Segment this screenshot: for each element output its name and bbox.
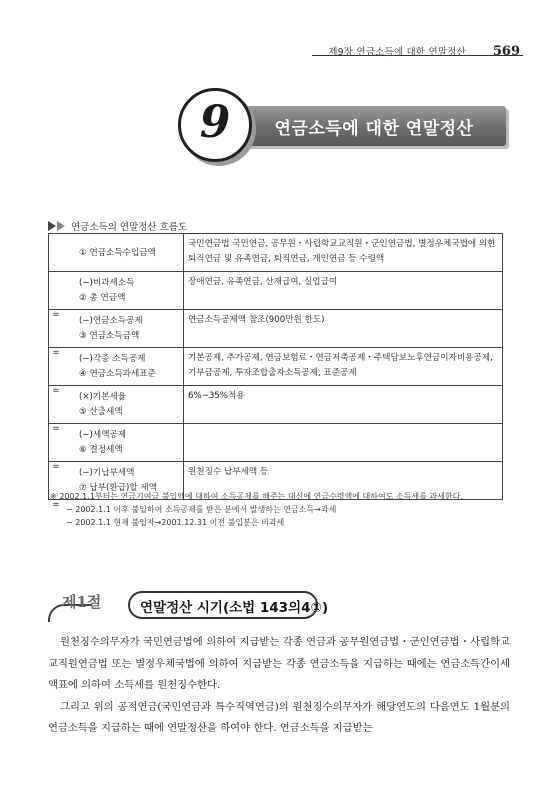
- triangle-bullet-icon: [57, 221, 65, 231]
- flow-step-operator: (−)각종 소득공제: [79, 354, 146, 364]
- step-label: 총 연금액: [89, 293, 126, 303]
- flow-step-operator: (−)세액공제: [79, 430, 127, 440]
- equals-sign: =: [52, 386, 60, 396]
- equals-sign: =: [52, 348, 60, 358]
- chapter-title: 연금소득에 대한 연말정산: [274, 119, 474, 139]
- body-paragraph: 원천징수의무자가 국민연금법에 의하여 지급받는 각종 연금과 공무원연금법・군인연금법・사립학교교직원연금법 또는 별정우체국법에 의하여 지급받는 각종 연금소득을 지급하는 때에는 연금소득간이세액표에 의하여 소득세를 원천징수한다.: [48, 636, 510, 691]
- step-number: ④: [79, 369, 87, 379]
- equals-sign: =: [52, 462, 60, 472]
- step-number: ⑥: [79, 445, 87, 455]
- flow-step-operator: (−)비과세소득: [79, 278, 135, 288]
- step-number: ⑦: [79, 483, 87, 493]
- flow-step-cell: [49, 272, 184, 320]
- step-number: ⑤: [79, 407, 87, 417]
- flow-step-description: 6%∼35%적용: [184, 386, 503, 424]
- note-sub: − 2002.1.1 현재 불입자→2001.12.31 이전 불입분은 비과세: [66, 518, 285, 527]
- table-row: [49, 348, 503, 386]
- flow-step-cell: [49, 234, 184, 272]
- table-row: [49, 272, 503, 310]
- flow-step-item: [52, 367, 156, 396]
- flow-step-description: 연금소득공제액 참조(900만원 한도): [184, 310, 503, 348]
- step-number: ③: [79, 331, 87, 341]
- note-sub: − 2002.1.1 이후 불입하여 소득공제를 받은 분에서 발생하는 연금소득→과세: [66, 505, 337, 514]
- table-row: [49, 386, 503, 424]
- flow-step-cell: [49, 310, 184, 358]
- flow-step-item: [79, 246, 156, 258]
- flow-step-description: 원천징수 납부세액 등: [184, 462, 503, 500]
- table-row: [49, 310, 503, 348]
- flow-step-operator: (×)기본세율: [79, 392, 127, 402]
- equals-sign: =: [52, 500, 60, 510]
- flow-step-item: [52, 329, 140, 358]
- flow-step-item: [52, 443, 123, 472]
- flow-section-label-text: 연금소득의 연말정산 흐름도: [71, 222, 188, 233]
- flow-step-cell: [49, 348, 184, 396]
- equals-sign: =: [52, 310, 60, 320]
- flow-step-cell: [49, 386, 184, 434]
- step-label: 연금소득수입금액: [89, 248, 156, 258]
- step-number: ①: [79, 248, 87, 258]
- note-main: ※ 2002.1.1부터는 연금기여금 불입액에 대하여 소득공제를 해주는 대신에 연금수령액에 대하여도 소득세를 과세한다.: [50, 492, 463, 501]
- flow-step-description: [184, 424, 503, 462]
- flow-step-description: 국민연금법 국민연금, 공무원・사립학교교직원・군인연금법, 별정우체국법에 의한 퇴직연금 및 유족연금, 퇴직연금, 개인연금 등 수령액: [184, 234, 503, 272]
- notes-block: [50, 490, 520, 529]
- step-label: 산출세액: [89, 407, 123, 417]
- step-number: ②: [79, 293, 87, 303]
- page-number: 569: [492, 44, 520, 59]
- triangle-bullet-icon: [48, 221, 56, 231]
- table-row: [49, 424, 503, 462]
- running-header-title: 제9장 연금소득에 대한 연말정산: [328, 47, 466, 58]
- flow-step-description: 장애연금, 유족연금, 산재급여, 실업급여: [184, 272, 503, 310]
- section-number: 제1절: [62, 593, 102, 611]
- body-paragraph: 그리고 위의 공적연금(국민연금과 특수직역연금)의 원천징수의무자가 해당연도의 다음연도 1월분의 연금소득을 지급하는 때에 연말정산을 하여야 한다. 연금소득을 지급받는: [48, 700, 510, 734]
- step-label: 결정세액: [89, 445, 123, 455]
- step-label: 연금소득금액: [89, 331, 140, 341]
- chapter-number: 9: [199, 97, 231, 148]
- table-row: [49, 234, 503, 272]
- body-text: [48, 632, 510, 740]
- flow-section-label: [48, 219, 187, 233]
- flow-step-operator: (−)연금소득공제: [79, 316, 143, 326]
- equals-sign: =: [52, 424, 60, 434]
- flow-step-cell: [49, 424, 184, 472]
- step-label: 납부(환급)할 세액: [89, 483, 158, 493]
- flow-step-item: [52, 405, 123, 434]
- flow-step-item: [52, 291, 126, 320]
- step-label: 연금소득과세표준: [89, 369, 156, 379]
- section-heading: [48, 591, 329, 621]
- section-title: 연말정산 시기(소법 143의4①): [140, 600, 329, 616]
- flow-step-description: 기본공제, 추가공제, 연금보험료・연금저축공제・주택담보노후연금이자비용공제, 기부금공제, 투자조합출자소득공제, 표준공제: [184, 348, 503, 386]
- flow-step-operator: (−)기납부세액: [79, 468, 135, 478]
